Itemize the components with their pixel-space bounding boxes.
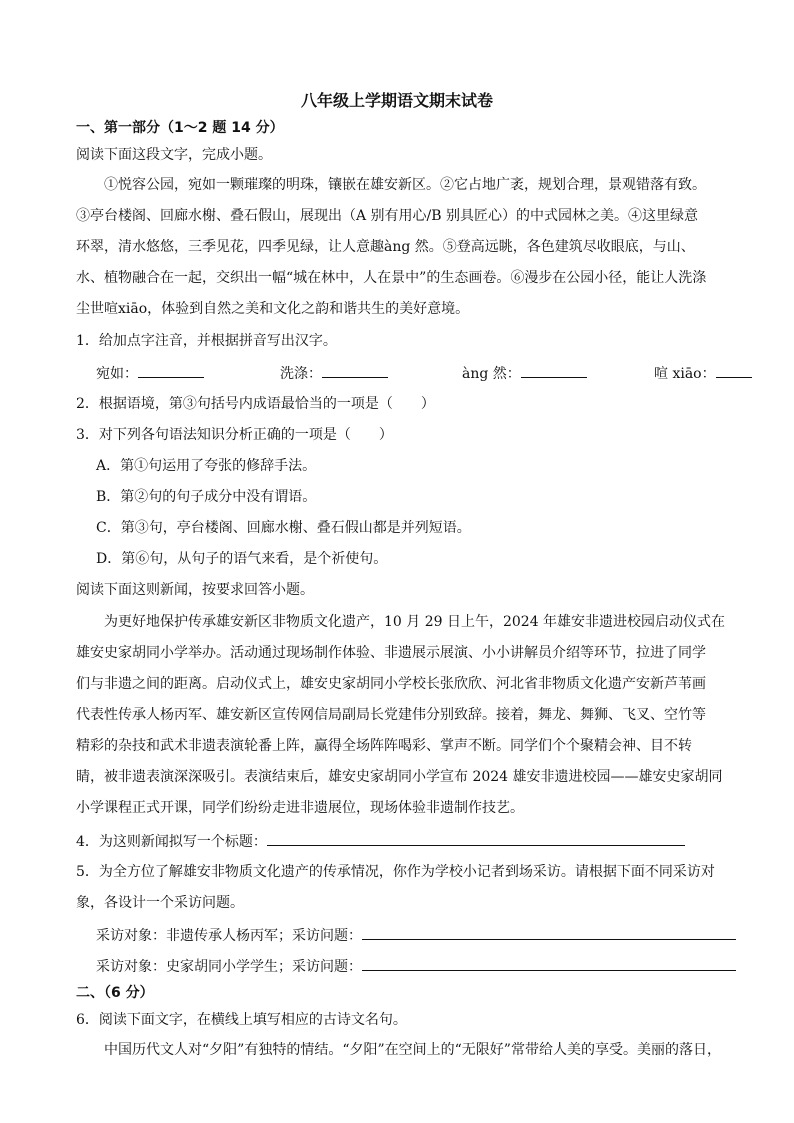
passage-line: ③亭台楼阁、回廊水榭、叠石假山，展现出（A 别有用心/B 别具匠心）的中式园林之美。④这里绿意 [76,208,699,224]
news-line: 们与非遗之间的距离。启动仪式上，雄安史家胡同小学校长张欣欣、河北省非物质文化遗产安新芦苇画 [76,676,706,692]
fill-label: 洗涤： [280,366,322,382]
news-instruction: 阅读下面这则新闻，按要求回答小题。 [76,582,314,598]
interview-label: 采访对象：非遗传承人杨丙军；采访问题： [96,928,362,944]
passage-line: 尘世喧xiāo，体验到自然之美和文化之韵和谐共生的美好意境。 [76,301,470,317]
answer-blank[interactable] [362,924,736,940]
interview-label: 采访对象：史家胡同小学学生；采访问题： [96,959,362,975]
option-a: A．第①句运用了夸张的修辞手法。 [96,458,317,474]
fill-label: àng 然： [462,366,521,382]
answer-blank[interactable] [521,362,587,378]
news-line: 为更好地保护传承雄安新区非物质文化遗产，10 月 29 日上午，2024 年雄安非遗进校园启动仪式在 [104,614,726,630]
question-4-text: 4．为这则新闻拟写一个标题： [76,834,267,850]
question-4 [76,830,746,852]
answer-blank[interactable] [362,955,736,971]
answer-blank[interactable] [322,362,388,378]
answer-blank[interactable] [138,362,204,378]
section1-heading: 一、第一部分（1～2 题 14 分） [76,120,284,136]
question-5: 5．为全方位了解雄安非物质文化遗产的传承情况，你作为学校小记者到场采访。请根据下面不同采访对 [76,864,715,880]
interview-row [96,955,766,977]
page-title: 八年级上学期语文期末试卷 [300,91,493,110]
question-2: 2．根据语境，第③句括号内成语最恰当的一项是（ ） [76,396,435,412]
question-3: 3．对下列各句语法知识分析正确的一项是（ ） [76,427,393,443]
question-1: 1．给加点字注音，并根据拼音写出汉字。 [76,333,337,349]
answer-blank[interactable] [716,362,752,378]
question-5-cont: 象，各设计一个采访问题。 [76,895,244,911]
question-6: 6．阅读下面文字，在横线上填写相应的古诗文名句。 [76,1012,407,1028]
fill-label: 宛如： [96,366,138,382]
news-line: 精彩的杂技和武术非遗表演轮番上阵，赢得全场阵阵喝彩、掌声不断。同学们个个聚精会神、目不转 [76,738,692,754]
interview-row [96,924,766,946]
passage-line: 环翠，清水悠悠，三季见花，四季见绿，让人意趣àng 然。⑤登高远眺，各色建筑尽收眼底，与山、 [76,239,695,255]
option-b: B．第②句的句子成分中没有谓语。 [96,489,317,505]
news-line: 睛，被非遗表演深深吸引。表演结束后，雄安史家胡同小学宣布 2024 雄安非遗进校园——雄安史家胡同 [76,769,723,785]
option-c: C．第③句，亭台楼阁、回廊水榭、叠石假山都是并列短语。 [96,520,471,536]
answer-blank[interactable] [267,830,685,846]
news-line: 雄安史家胡同小学举办。活动通过现场制作体验、非遗展示展演、小小讲解员介绍等环节，拉进了同学 [76,645,706,661]
news-line: 小学课程正式开课，同学们纷纷走进非遗展位，现场体验非遗制作技艺。 [76,800,524,816]
passage-line: ①悦容公园，宛如一颗璀璨的明珠，镶嵌在雄安新区。②它占地广袤，规划合理，景观错落有致。 [104,177,706,193]
news-line: 代表性传承人杨丙军、雄安新区宣传网信局副局长党建伟分别致辞。接着，舞龙、舞狮、飞叉、空竹等 [76,707,706,723]
option-d: D．第⑥句，从句子的语气来看，是个祈使句。 [96,551,388,567]
passage-line: 水、植物融合在一起，交织出一幅“城在林中，人在景中”的生态画卷。⑥漫步在公园小径，能让人洗涤 [76,270,707,286]
passage-instruction: 阅读下面这段文字，完成小题。 [76,147,272,163]
q1-fill-row [76,362,746,382]
fill-label: 喧 xiāo： [654,366,716,382]
section2-passage: 中国历代文人对“夕阳”有独特的情结。“夕阳”在空间上的“无限好”常带给人美的享受。美丽的落日， [104,1042,721,1058]
section2-heading: 二、（6 分） [76,985,154,1001]
